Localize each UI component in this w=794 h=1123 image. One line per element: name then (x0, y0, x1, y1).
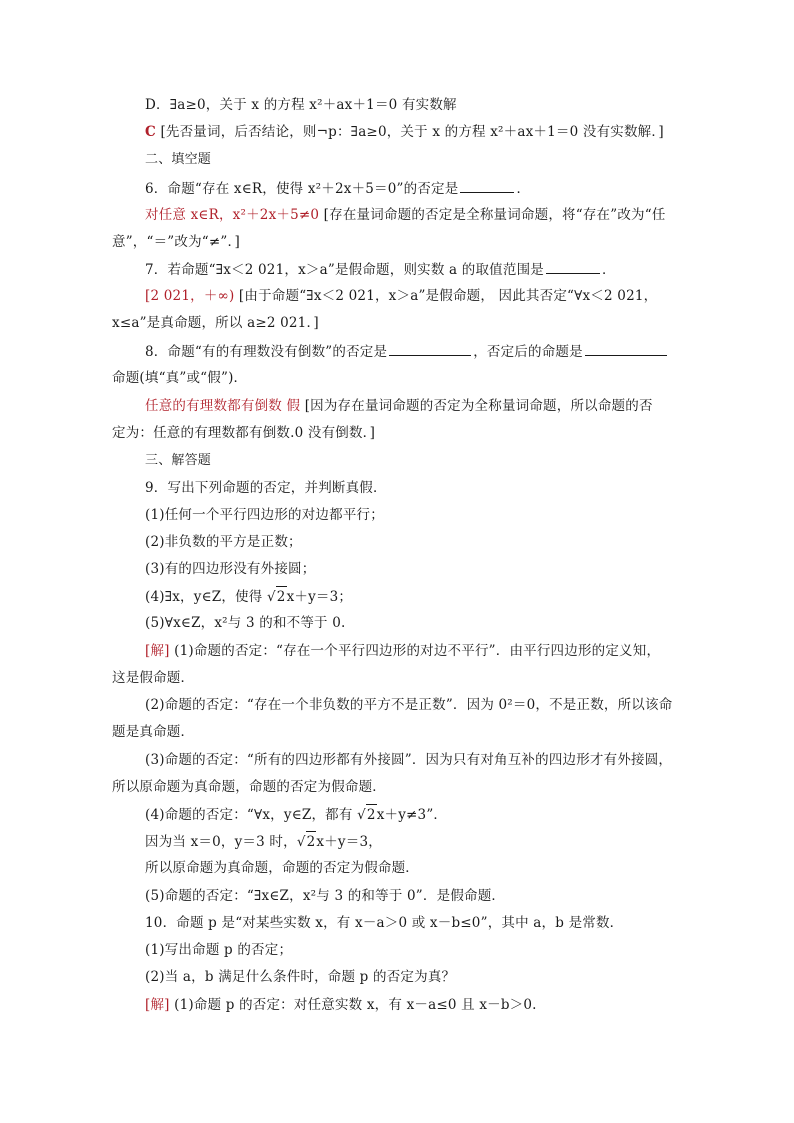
answer-8: 任意的有理数都有倒数 假 [因为存在量词命题的否定为全称量词命题，所以命题的否 (145, 398, 653, 414)
q9-item-1: (1)任何一个平行四边形的对边都平行； (145, 507, 384, 523)
answer-blank (460, 178, 514, 193)
q9-item-5: (5)∀x∈Z，x²与 3 的和不等于 0. (145, 615, 346, 631)
answer-blank (546, 259, 600, 274)
sqrt-icon: √ (357, 807, 366, 823)
section-fill-in: 二、填空题 (145, 152, 212, 167)
q9-item-4: (4)∃x，y∈Z，使得 √2x＋y＝3； (145, 586, 352, 607)
answer-blank (585, 341, 667, 356)
q10-item-1: (1)写出命题 p 的否定； (145, 942, 293, 958)
question-8-cont: 命题(填“真”或“假”)． (112, 370, 248, 386)
answer-c: C [先否量词，后否结论，则¬p：∃a≥0，关于 x 的方程 x²＋ax＋1＝0 没有实数解．] (145, 124, 664, 140)
option-d: D．∃a≥0，关于 x 的方程 x²＋ax＋1＝0 有实数解 (145, 97, 457, 113)
solution-9-3: (3)命题的否定：“所有的四边形都有外接圆”．因为只有对角互补的四边形才有外接圆， (145, 752, 673, 768)
question-10: 10．命题 p 是“对某些实数 x，有 x－a＞0 或 x－b≤0”，其中 a，b 是常数． (145, 915, 624, 931)
answer-8-cont: 定为：任意的有理数都有倒数.0 没有倒数．] (112, 425, 376, 441)
solution-9-2: (2)命题的否定：“存在一个非负数的平方不是正数”．因为 0²＝0，不是正数，所以该命 (145, 697, 673, 713)
sqrt-icon: √ (266, 589, 276, 605)
question-9: 9．写出下列命题的否定，并判断真假． (145, 480, 387, 496)
answer-7: [2 021，＋∞) [由于命题“∃x＜2 021，x＞a”是假命题， 因此其否定“∀x＜2 021， (145, 288, 658, 304)
solution-9-2-cont: 题是真命题． (112, 724, 195, 740)
question-8: 8．命题“有的有理数没有倒数”的否定是 ，否定后的命题是 (145, 341, 669, 362)
q9-item-2: (2)非负数的平方是正数； (145, 534, 302, 550)
answer-6: 对任意 x∈R，x²＋2x＋5≠0 [存在量词命题的否定是全称量词命题，将“存在”改为“任 (145, 207, 666, 223)
answer-6-cont: 意”，“＝”改为“≠”．] (112, 234, 240, 250)
question-6: 6．命题“存在 x∈R，使得 x²＋2x＋5＝0”的否定是 ． (145, 178, 530, 199)
section-solutions: 三、解答题 (145, 453, 212, 468)
answer-blank (389, 341, 471, 356)
solution-10-1: [解] (1)命题 p 的否定：对任意实数 x，有 x－a≤0 且 x－b＞0. (145, 997, 537, 1013)
solution-9-4-reason: 因为当 x＝0，y＝3 时，√2x＋y＝3， (145, 831, 382, 852)
q10-item-2: (2)当 a，b 满足什么条件时，命题 p 的否定为真？ (145, 969, 456, 985)
solution-9-4-conclusion: 所以原命题为真命题，命题的否定为假命题． (145, 860, 419, 876)
question-7: 7．若命题“∃x＜2 021，x＞a”是假命题，则实数 a 的取值范围是 ． (145, 259, 616, 280)
solution-9-1-cont: 这是假命题． (112, 670, 195, 686)
sqrt-icon: √ (296, 834, 306, 850)
solution-9-3-cont: 所以原命题为真命题，命题的否定为假命题． (112, 779, 386, 795)
q9-item-3: (3)有的四边形没有外接圆； (145, 561, 316, 577)
solution-9-5: (5)命题的否定：“∃x∈Z，x²与 3 的和等于 0”．是假命题． (145, 888, 506, 904)
solution-9-4: (4)命题的否定：“∀x，y∈Z，都有 √2x＋y≠3”． (145, 804, 447, 825)
solution-9-1: [解] (1)命题的否定：“存在一个平行四边形的对边不平行”．由平行四边形的定义知， (145, 643, 661, 659)
answer-7-cont: x≤a”是真命题，所以 a≥2 021．] (112, 315, 319, 331)
